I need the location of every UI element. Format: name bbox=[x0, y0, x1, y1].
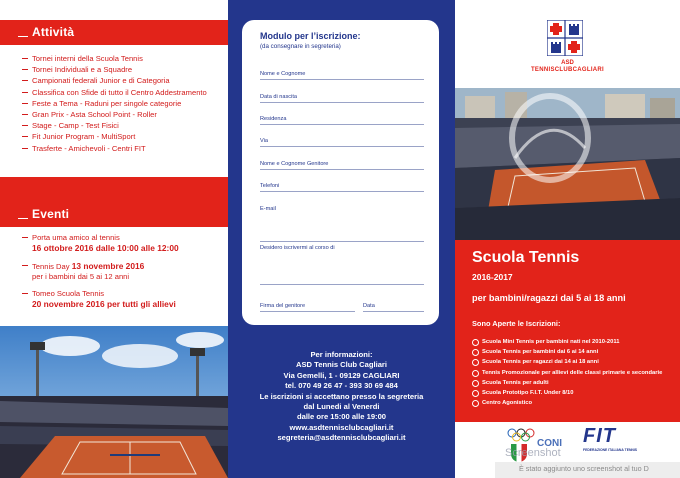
activity-item: Trasferte - Amichevoli - Centri FIT bbox=[22, 143, 222, 154]
event-item bbox=[22, 289, 222, 310]
info-note-2: dal Lunedi al Venerdi bbox=[303, 402, 380, 412]
events-header-band bbox=[0, 177, 228, 227]
middle-panel bbox=[228, 0, 455, 478]
events-list bbox=[22, 233, 222, 317]
info-note-1: Le iscrizioni si accettano presso la segreteria bbox=[259, 391, 424, 401]
fit-label: FIT bbox=[583, 425, 616, 447]
club-crest-icon bbox=[547, 20, 583, 56]
school-title: Scuola Tennis bbox=[472, 249, 580, 266]
courses-list bbox=[472, 337, 677, 408]
screenshot-notification[interactable] bbox=[495, 462, 680, 478]
brand-line-1: ASD bbox=[561, 60, 574, 66]
field-street[interactable]: Via bbox=[260, 138, 424, 147]
activities-list bbox=[22, 53, 222, 154]
course-item: Scuola Tennis per adulti bbox=[472, 378, 677, 388]
info-website[interactable]: www.asdtennisclubcagliari.it bbox=[289, 422, 394, 432]
field-phone[interactable]: Telefoni bbox=[260, 183, 424, 192]
field-parent-name[interactable]: Nome e Cognome Genitore bbox=[260, 161, 424, 170]
stadium-aerial-illustration bbox=[455, 88, 680, 240]
course-item: Tennis Promozionale per allievi delle classi primarie e secondarie bbox=[472, 368, 677, 378]
stadium-illustration bbox=[0, 326, 228, 478]
contact-info bbox=[228, 350, 455, 444]
activities-title: Attività bbox=[32, 25, 75, 39]
field-full-name[interactable]: Nome e Cognome bbox=[260, 71, 424, 80]
activity-item: Gran Prix - Asta School Point - Roller bbox=[22, 109, 222, 120]
event-1-text: Porta uma amico al tennis bbox=[32, 233, 120, 242]
field-parent-signature[interactable]: Firma del genitore bbox=[260, 303, 355, 312]
events-title: Eventi bbox=[32, 207, 70, 221]
screenshot-watermark: Screenshot bbox=[505, 447, 561, 459]
right-panel bbox=[455, 0, 680, 478]
course-item: Scuola Tennis per bambini dai 6 ai 14 anni bbox=[472, 347, 677, 357]
event-item bbox=[22, 233, 222, 254]
course-item: Scuola Prototipo F.I.T. Under 8/10 bbox=[472, 388, 677, 398]
stadium-photo-left bbox=[0, 326, 228, 478]
event-3-text: Tomeo Scuola Tennis bbox=[32, 289, 105, 298]
stadium-photo-right bbox=[455, 88, 680, 240]
event-2-audience: per i bambini dai 5 ai 12 anni bbox=[32, 272, 130, 281]
activity-item: Tornei interni della Scuola Tennis bbox=[22, 53, 222, 64]
activity-item: Classifica con Sfide di tutto il Centro Addestramento bbox=[22, 87, 222, 98]
activity-item: Fit Junior Program - MultiSport bbox=[22, 131, 222, 142]
event-3-date: 20 novembre 2016 per tutti gli allievi bbox=[32, 299, 176, 309]
activity-item: Campionati federali Junior e di Categoria bbox=[22, 75, 222, 86]
activity-item: Tornei Individuali e a Squadre bbox=[22, 64, 222, 75]
field-birth-date[interactable]: Data di nascita bbox=[260, 94, 424, 103]
school-season: 2016-2017 bbox=[472, 272, 513, 282]
activity-item: Stage - Camp - Test Fisici bbox=[22, 120, 222, 131]
notification-text: È stato aggiunto uno screenshot al tuo D bbox=[519, 464, 649, 473]
form-subtitle: (da consegnare in segreteria) bbox=[260, 43, 341, 50]
info-note-3: dalle ore 15:00 alle 19:00 bbox=[296, 412, 387, 422]
school-ages: per bambini/ragazzi dai 5 ai 18 anni bbox=[472, 293, 626, 303]
info-club: ASD Tennis Club Cagliari bbox=[296, 360, 387, 370]
olympic-rings-icon bbox=[507, 428, 535, 442]
event-2-line1 bbox=[32, 261, 222, 272]
coni-label: CONI bbox=[537, 438, 562, 449]
course-item: Scuola Tennis per ragazzi dai 14 ai 18 anni bbox=[472, 357, 677, 367]
open-registrations-title: Sono Aperte le Iscrizioni: bbox=[472, 319, 561, 328]
activities-header-band bbox=[0, 20, 228, 45]
activity-item: Feste a Tema - Raduni per singole categorie bbox=[22, 98, 222, 109]
event-2-date: 13 novembre 2016 bbox=[71, 261, 145, 271]
club-logo bbox=[547, 20, 583, 56]
event-item bbox=[22, 261, 222, 282]
info-phone: tel. 070 49 26 47 - 393 30 69 484 bbox=[285, 381, 398, 391]
brand-line-2: TENNISCLUBCAGLIARI bbox=[530, 67, 605, 73]
field-course[interactable]: Desidero iscrivermi al corso di bbox=[260, 245, 424, 285]
course-item: Centro Agonistico bbox=[472, 398, 677, 408]
registration-form bbox=[242, 20, 439, 325]
info-title: Per informazioni: bbox=[310, 350, 373, 359]
field-residence[interactable]: Residenza bbox=[260, 116, 424, 125]
event-2-text: Tennis Day bbox=[32, 262, 72, 271]
info-email[interactable]: segreteria@asdtennisclubcagliari.it bbox=[277, 433, 406, 443]
left-panel bbox=[0, 0, 228, 478]
form-title: Modulo per l’iscrizione: bbox=[260, 31, 361, 41]
school-info-block bbox=[455, 240, 680, 422]
fit-subtitle: FEDERAZIONE ITALIANA TENNIS bbox=[583, 448, 638, 452]
info-address: Via Gemelli, 1 - 09129 CAGLIARI bbox=[283, 370, 400, 380]
course-item: Scuola Mini Tennis per bambini nati nel 2010-2011 bbox=[472, 337, 677, 347]
field-date[interactable]: Data bbox=[363, 303, 424, 312]
fit-logo bbox=[583, 426, 663, 460]
event-1-date: 16 ottobre 2016 dalle 10:00 alle 12:00 bbox=[32, 243, 179, 253]
field-email[interactable]: E-mail bbox=[260, 206, 424, 242]
